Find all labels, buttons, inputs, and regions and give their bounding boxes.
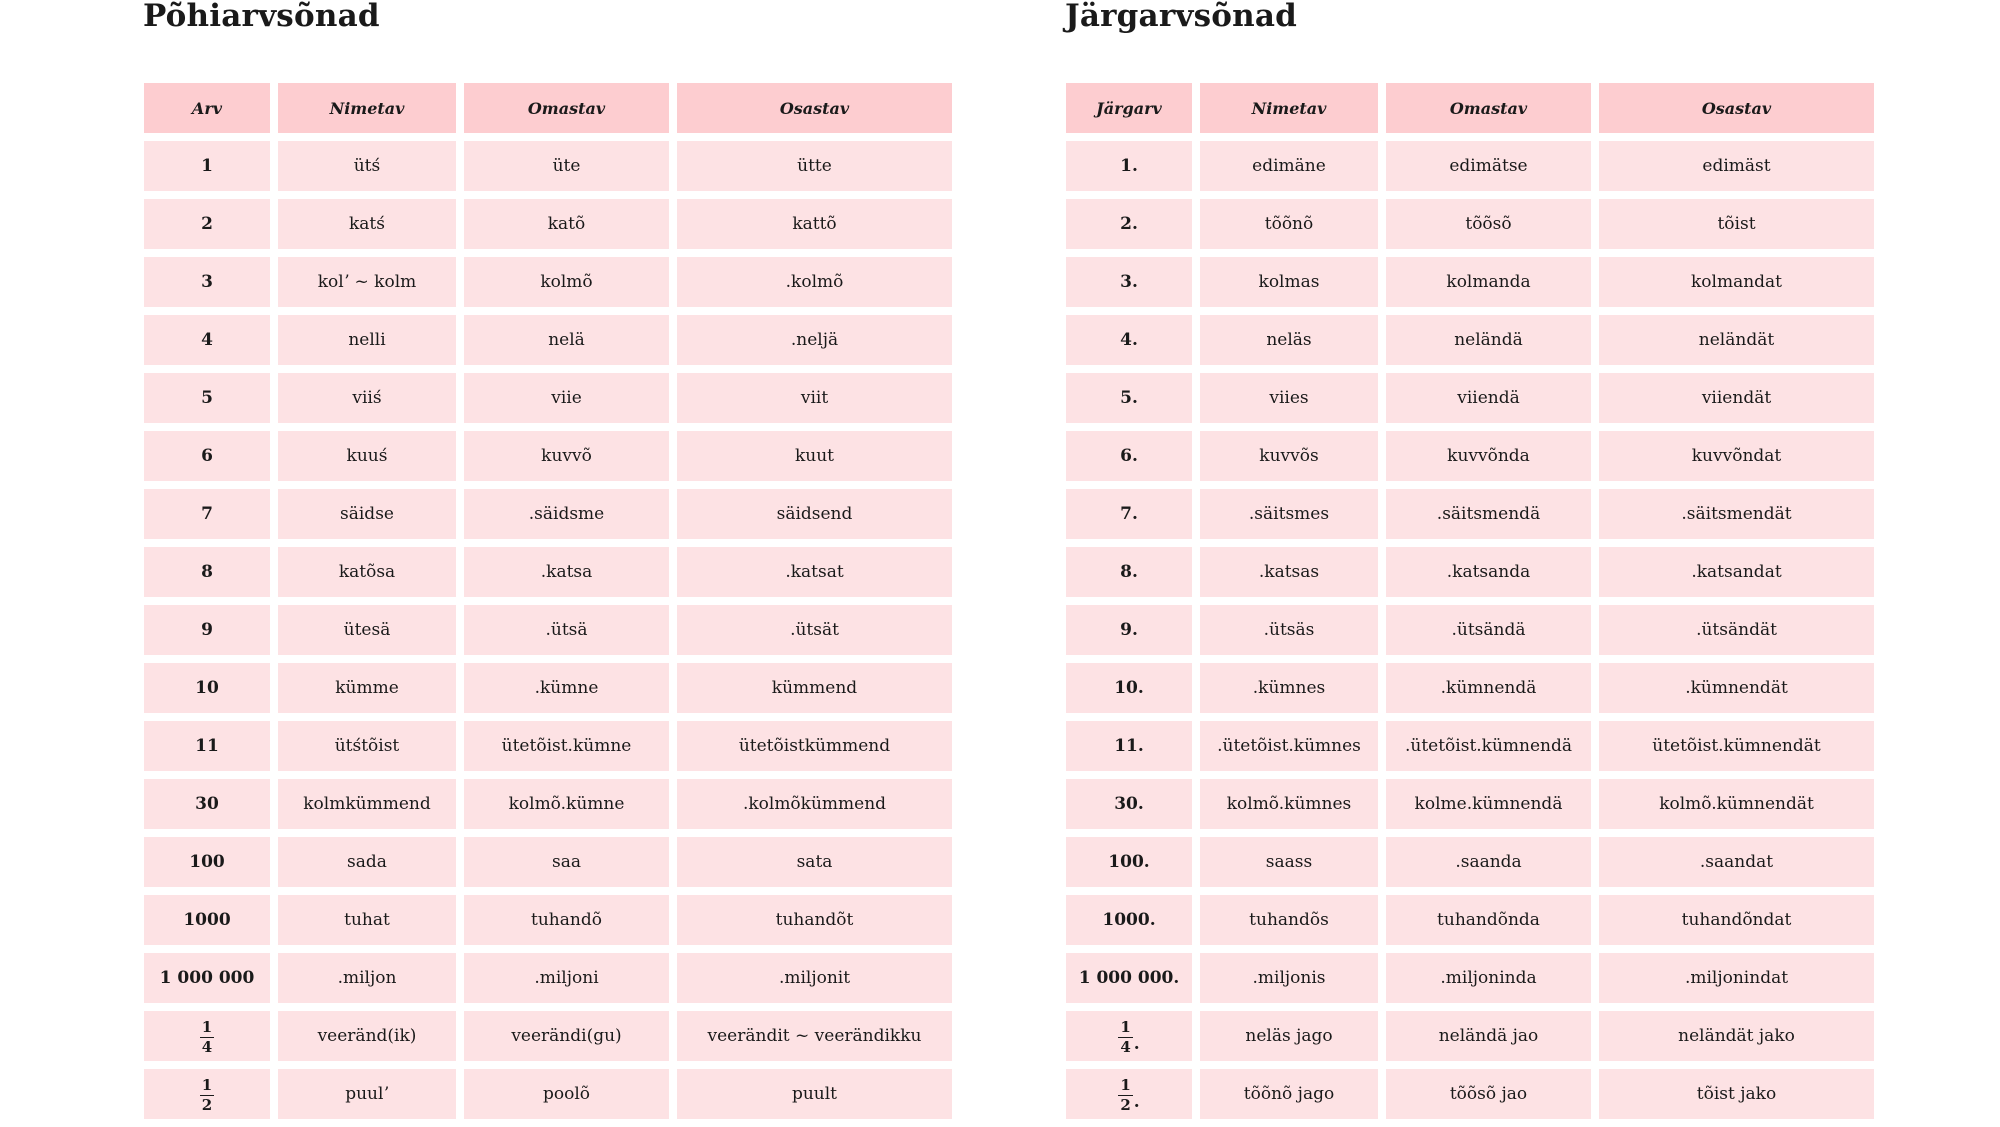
nominative-cell: .katsas xyxy=(1200,547,1378,597)
nominative-cell: kolmõ.kümnes xyxy=(1200,779,1378,829)
nominative-cell: tõõnõ xyxy=(1200,199,1378,249)
number-cell: 10. xyxy=(1066,663,1192,713)
genitive-cell: katõ xyxy=(464,199,669,249)
number-cell: 1000. xyxy=(1066,895,1192,945)
fraction-ordinal-dot: . xyxy=(1133,1034,1140,1054)
number-cell xyxy=(144,1069,270,1119)
nominative-cell: katõsa xyxy=(278,547,456,597)
genitive-cell: kolmõ xyxy=(464,257,669,307)
partitive-cell: neländät xyxy=(1599,315,1874,365)
column-header-ordinal: Järgarv xyxy=(1066,83,1192,133)
table-row xyxy=(144,199,952,249)
table-row xyxy=(144,315,952,365)
number-cell: 1 000 000 xyxy=(144,953,270,1003)
nominative-cell: .miljonis xyxy=(1200,953,1378,1003)
partitive-cell: .säitsmendät xyxy=(1599,489,1874,539)
genitive-cell: kolmõ.kümne xyxy=(464,779,669,829)
table-row xyxy=(1066,141,1874,191)
number-cell: 1 000 000. xyxy=(1066,953,1192,1003)
partitive-cell: .kümnendät xyxy=(1599,663,1874,713)
nominative-cell: tõõnõ jago xyxy=(1200,1069,1378,1119)
nominative-cell: tuhat xyxy=(278,895,456,945)
nominative-cell: neläs jago xyxy=(1200,1011,1378,1061)
number-cell: 9 xyxy=(144,605,270,655)
number-cell: 11 xyxy=(144,721,270,771)
table-header-row xyxy=(144,83,952,133)
table-row xyxy=(1066,721,1874,771)
partitive-cell: ütetõistkümmend xyxy=(677,721,952,771)
nominative-cell: .kümnes xyxy=(1200,663,1378,713)
nominative-cell: ütesä xyxy=(278,605,456,655)
partitive-cell: kümmend xyxy=(677,663,952,713)
genitive-cell: .kümne xyxy=(464,663,669,713)
table-row xyxy=(144,257,952,307)
genitive-cell: kolme.kümnendä xyxy=(1386,779,1591,829)
table-row xyxy=(1066,953,1874,1003)
fraction-numerator: 1 xyxy=(201,1018,213,1036)
nominative-cell: sada xyxy=(278,837,456,887)
table-row xyxy=(1066,315,1874,365)
number-cell: 11. xyxy=(1066,721,1192,771)
nominative-cell: kuuś xyxy=(278,431,456,481)
nominative-cell: saass xyxy=(1200,837,1378,887)
genitive-cell: poolõ xyxy=(464,1069,669,1119)
fraction xyxy=(200,1020,214,1055)
table-row xyxy=(1066,547,1874,597)
partitive-cell: kolmandat xyxy=(1599,257,1874,307)
table-row xyxy=(1066,605,1874,655)
partitive-cell: .ütsät xyxy=(677,605,952,655)
column-header-number: Arv xyxy=(144,83,270,133)
nominative-cell: .ütetõist.kümnes xyxy=(1200,721,1378,771)
number-cell: 2. xyxy=(1066,199,1192,249)
table-row xyxy=(1066,373,1874,423)
table-row xyxy=(144,373,952,423)
fraction-ordinal-dot: . xyxy=(1133,1092,1140,1112)
nominative-cell: .ütsäs xyxy=(1200,605,1378,655)
table-row xyxy=(1066,199,1874,249)
number-cell: 5 xyxy=(144,373,270,423)
partitive-cell: viit xyxy=(677,373,952,423)
number-cell: 1000 xyxy=(144,895,270,945)
fraction-denominator: 2 xyxy=(1120,1096,1131,1114)
genitive-cell: .katsa xyxy=(464,547,669,597)
number-cell: 100 xyxy=(144,837,270,887)
table-row xyxy=(144,953,952,1003)
nominative-cell: viiś xyxy=(278,373,456,423)
table-row xyxy=(144,779,952,829)
nominative-cell: neläs xyxy=(1200,315,1378,365)
genitive-cell: .kümnendä xyxy=(1386,663,1591,713)
genitive-cell: .ütsä xyxy=(464,605,669,655)
genitive-cell: .säidsme xyxy=(464,489,669,539)
fraction xyxy=(1118,1020,1139,1055)
fraction xyxy=(1118,1078,1139,1113)
fraction-denominator: 4 xyxy=(201,1038,213,1056)
genitive-cell: kolmanda xyxy=(1386,257,1591,307)
table-header-row xyxy=(1066,83,1874,133)
partitive-cell: .kolmõ xyxy=(677,257,952,307)
number-cell: 30. xyxy=(1066,779,1192,829)
number-cell: 2 xyxy=(144,199,270,249)
table-row xyxy=(1066,1069,1874,1119)
table-row xyxy=(144,721,952,771)
partitive-cell: .saandat xyxy=(1599,837,1874,887)
genitive-cell: tõõsõ xyxy=(1386,199,1591,249)
partitive-cell: .kolmõkümmend xyxy=(677,779,952,829)
partitive-cell: kuvvõndat xyxy=(1599,431,1874,481)
partitive-cell: .katsat xyxy=(677,547,952,597)
genitive-cell: veerändi(gu) xyxy=(464,1011,669,1061)
genitive-cell: tõõsõ jao xyxy=(1386,1069,1591,1119)
column-header-genitive: Omastav xyxy=(464,83,669,133)
genitive-cell: neländä xyxy=(1386,315,1591,365)
partitive-cell: kattõ xyxy=(677,199,952,249)
fraction-numerator: 1 xyxy=(201,1076,213,1094)
partitive-cell: puult xyxy=(677,1069,952,1119)
table-row xyxy=(1066,837,1874,887)
nominative-cell: kolmkümmend xyxy=(278,779,456,829)
number-cell: 7 xyxy=(144,489,270,539)
table-row xyxy=(144,663,952,713)
number-cell: 4. xyxy=(1066,315,1192,365)
number-cell xyxy=(1066,1069,1192,1119)
cardinal-numbers-table xyxy=(136,75,960,1127)
genitive-cell: neländä jao xyxy=(1386,1011,1591,1061)
number-cell: 4 xyxy=(144,315,270,365)
partitive-cell: kolmõ.kümnendät xyxy=(1599,779,1874,829)
fraction-denominator: 2 xyxy=(201,1096,213,1114)
genitive-cell: .saanda xyxy=(1386,837,1591,887)
number-cell: 30 xyxy=(144,779,270,829)
column-header-partitive: Osastav xyxy=(677,83,952,133)
table-row xyxy=(1066,257,1874,307)
nominative-cell: ütśtõist xyxy=(278,721,456,771)
number-cell: 3. xyxy=(1066,257,1192,307)
partitive-cell: .miljonit xyxy=(677,953,952,1003)
nominative-cell: veeränd(ik) xyxy=(278,1011,456,1061)
table-row xyxy=(144,1011,952,1061)
table-row xyxy=(144,489,952,539)
partitive-cell: kuut xyxy=(677,431,952,481)
fraction-numerator: 1 xyxy=(1120,1076,1131,1094)
partitive-cell: .miljonindat xyxy=(1599,953,1874,1003)
number-cell: 6 xyxy=(144,431,270,481)
genitive-cell: tuhandõ xyxy=(464,895,669,945)
column-header-genitive: Omastav xyxy=(1386,83,1591,133)
genitive-cell: saa xyxy=(464,837,669,887)
nominative-cell: säidse xyxy=(278,489,456,539)
nominative-cell: puulʼ xyxy=(278,1069,456,1119)
table-row xyxy=(1066,779,1874,829)
fraction-denominator: 4 xyxy=(1120,1038,1131,1056)
genitive-cell: viie xyxy=(464,373,669,423)
ordinal-numbers-table xyxy=(1058,75,1882,1127)
partitive-cell: tõist jako xyxy=(1599,1069,1874,1119)
fraction-numerator: 1 xyxy=(1120,1018,1131,1036)
nominative-cell: tuhandõs xyxy=(1200,895,1378,945)
genitive-cell: .miljoni xyxy=(464,953,669,1003)
table-row xyxy=(144,547,952,597)
column-header-partitive: Osastav xyxy=(1599,83,1874,133)
partitive-cell: .neljä xyxy=(677,315,952,365)
number-cell: 1. xyxy=(1066,141,1192,191)
partitive-cell: edimäst xyxy=(1599,141,1874,191)
partitive-cell: .ütsändät xyxy=(1599,605,1874,655)
genitive-cell: üte xyxy=(464,141,669,191)
genitive-cell: .säitsmendä xyxy=(1386,489,1591,539)
genitive-cell: edimätse xyxy=(1386,141,1591,191)
table-row xyxy=(144,1069,952,1119)
table-row xyxy=(1066,489,1874,539)
partitive-cell: tuhandõndat xyxy=(1599,895,1874,945)
fraction xyxy=(200,1078,214,1113)
genitive-cell: viiendä xyxy=(1386,373,1591,423)
section-title: Järgarvsõnad xyxy=(1065,0,1298,34)
number-cell: 100. xyxy=(1066,837,1192,887)
number-cell xyxy=(144,1011,270,1061)
table-row xyxy=(1066,1011,1874,1061)
genitive-cell: .katsanda xyxy=(1386,547,1591,597)
nominative-cell: viies xyxy=(1200,373,1378,423)
nominative-cell: kümme xyxy=(278,663,456,713)
nominative-cell: ütś xyxy=(278,141,456,191)
number-cell xyxy=(1066,1011,1192,1061)
partitive-cell: ütte xyxy=(677,141,952,191)
number-cell: 3 xyxy=(144,257,270,307)
number-cell: 10 xyxy=(144,663,270,713)
table-row xyxy=(144,605,952,655)
partitive-cell: veerändit ~ veerändikku xyxy=(677,1011,952,1061)
section-title: Põhiarvsõnad xyxy=(143,0,380,34)
table-row xyxy=(144,431,952,481)
partitive-cell: neländät jako xyxy=(1599,1011,1874,1061)
number-cell: 7. xyxy=(1066,489,1192,539)
number-cell: 9. xyxy=(1066,605,1192,655)
genitive-cell: .ütetõist.kümnendä xyxy=(1386,721,1591,771)
number-cell: 6. xyxy=(1066,431,1192,481)
number-cell: 5. xyxy=(1066,373,1192,423)
column-header-nominative: Nimetav xyxy=(1200,83,1378,133)
table-row xyxy=(1066,895,1874,945)
number-cell: 8. xyxy=(1066,547,1192,597)
partitive-cell: ütetõist.kümnendät xyxy=(1599,721,1874,771)
genitive-cell: kuvvõnda xyxy=(1386,431,1591,481)
table-row xyxy=(144,837,952,887)
partitive-cell: säidsend xyxy=(677,489,952,539)
partitive-cell: sata xyxy=(677,837,952,887)
genitive-cell: .ütsändä xyxy=(1386,605,1591,655)
number-cell: 8 xyxy=(144,547,270,597)
nominative-cell: kuvvõs xyxy=(1200,431,1378,481)
partitive-cell: tuhandõt xyxy=(677,895,952,945)
column-header-nominative: Nimetav xyxy=(278,83,456,133)
partitive-cell: .katsandat xyxy=(1599,547,1874,597)
genitive-cell: ütetõist.kümne xyxy=(464,721,669,771)
partitive-cell: viiendät xyxy=(1599,373,1874,423)
genitive-cell: tuhandõnda xyxy=(1386,895,1591,945)
nominative-cell: .miljon xyxy=(278,953,456,1003)
genitive-cell: .miljoninda xyxy=(1386,953,1591,1003)
number-cell: 1 xyxy=(144,141,270,191)
table-row xyxy=(144,895,952,945)
genitive-cell: kuvvõ xyxy=(464,431,669,481)
table-row xyxy=(144,141,952,191)
nominative-cell: nelli xyxy=(278,315,456,365)
nominative-cell: kolmas xyxy=(1200,257,1378,307)
table-row xyxy=(1066,431,1874,481)
partitive-cell: tõist xyxy=(1599,199,1874,249)
nominative-cell: .säitsmes xyxy=(1200,489,1378,539)
nominative-cell: katś xyxy=(278,199,456,249)
nominative-cell: edimäne xyxy=(1200,141,1378,191)
table-row xyxy=(1066,663,1874,713)
nominative-cell: kolʼ ~ kolm xyxy=(278,257,456,307)
genitive-cell: nelä xyxy=(464,315,669,365)
